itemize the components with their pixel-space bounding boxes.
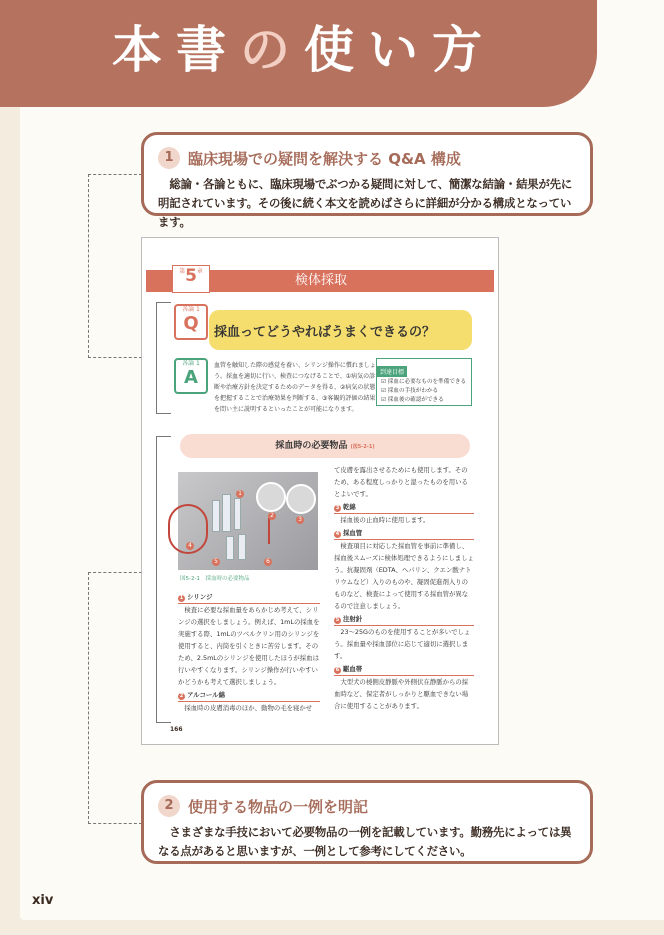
item-heading: 1 シリンジ <box>178 591 320 604</box>
page-title: 本書の使い方 <box>112 21 496 79</box>
goal-item: ☑ 採血の手技がわかる <box>381 388 439 394</box>
goals-title: 到達目標 <box>377 366 407 377</box>
feature-heading: 臨床現場での疑問を解決する Q&A 構成 <box>188 149 461 168</box>
item-heading: 4 採血管 <box>334 527 474 540</box>
sample-page <box>141 237 499 745</box>
chapter-number: 5 <box>185 266 197 286</box>
supplies-photo: 1 2 3 4 5 6 <box>178 472 318 570</box>
body-bracket <box>156 436 171 723</box>
chapter-tag: $^第5^章$ <box>172 265 210 293</box>
feature-number: 1 <box>158 147 180 169</box>
feature-body: さまざまな手技において必要物品の一例を記載しています。勤務先によっては異なる点があると思いますが、一例として参考にしてください。 <box>158 825 572 858</box>
figure-caption: 図5-2-1 採血時の必要物品 <box>180 576 250 582</box>
a-label: 各論 1 A <box>174 358 208 394</box>
page-number: xiv <box>32 893 54 908</box>
item-heading: 5 注射針 <box>334 613 474 626</box>
goals-box <box>376 358 472 406</box>
goal-item: ☑ 採血に必要なものを準備できる <box>381 379 467 385</box>
answer-text: 血管を触知した際の感覚を養い、シリンジ操作に慣れましょう。採血を適切に行い、検査につなげることで、①病気の診断や治療方針を決定するためのデータを得る、②病気の状態を把握することで治療効果を判断する、③客観的評価の結果を問い主に説明するといったことが可能になります。 <box>214 362 376 413</box>
right-column: て皮膚を露出させるためにも使用します。そのため、ある程度しっかりと湿ったものを用いるとよいです。 3 乾綿 採血後の止血時に使用します。 4 採血管 検査項目に対応した採血管を事前に準備し、採血後スムーズに検体処理できるようにしましょう。抗凝固剤（EDTA、ヘパリン、クエン酸ナトリウムなど）入りのものや、凝固促進剤入りのものなど、検査によって使用する採血管が異なるので注意しましょう。 5 注射針 23～25Gのものを使用することが多いでしょう。採血量や採血部位に応じて適切に選択します。 6 駆血帯 大型犬の橈側皮静脈や外側伏在静脈からの採血時など、保定者がしっかりと駆血できない場合に使用することがあります。 <box>334 466 474 710</box>
feature-box-1 <box>141 132 593 229</box>
check-icon: ☑ <box>381 379 387 385</box>
item-heading: 6 駆血帯 <box>334 663 474 676</box>
question-text: 採血ってどうやればうまくできるの？ <box>214 325 436 340</box>
sample-page-number: 166 <box>170 726 183 733</box>
feature-heading: 使用する物品の一例を明記 <box>188 797 369 816</box>
left-column: 1 シリンジ 検査に必要な採血量をあらかじめ考えて、シリンジの選択をしましょう。例えば、1mLの採血を実施する際、1mLのツベルクリン用のシリンジを使用すると、内筒を引くときに苦労します。そのため、2.5mLのシリンジを使用したほうが採血は行いやすくなります。シリンジ操作が行いやすいかどうかも考えて選択しましょう。 2 アルコール綿 採血時の皮膚消毒のほか、動物の毛を寝かせ <box>178 593 320 712</box>
connector-bottom <box>88 572 142 824</box>
check-icon: ☑ <box>381 388 387 394</box>
item-heading: 3 乾綿 <box>334 501 474 514</box>
connector-top <box>88 174 142 358</box>
chapter-title: 検体採取 <box>294 273 347 288</box>
q-label: 各論 1 Q <box>174 304 208 340</box>
item-heading: 2 アルコール綿 <box>178 689 320 702</box>
feature-box-2 <box>141 780 593 864</box>
feature-number: 2 <box>158 795 180 817</box>
check-icon: ☑ <box>381 397 387 403</box>
section-title: 採血時の必要物品 (図5-2-1) <box>275 441 375 451</box>
feature-body: 総論・各論ともに、臨床現場でぶつかる疑問に対して、簡潔な結論・結果が先に明記されています。その後に続く本文を読めばさらに詳細が分かる構成となっています。 <box>158 177 573 229</box>
qa-bracket <box>156 302 171 414</box>
goal-item: ☑ 採血後の確認ができる <box>381 397 444 403</box>
